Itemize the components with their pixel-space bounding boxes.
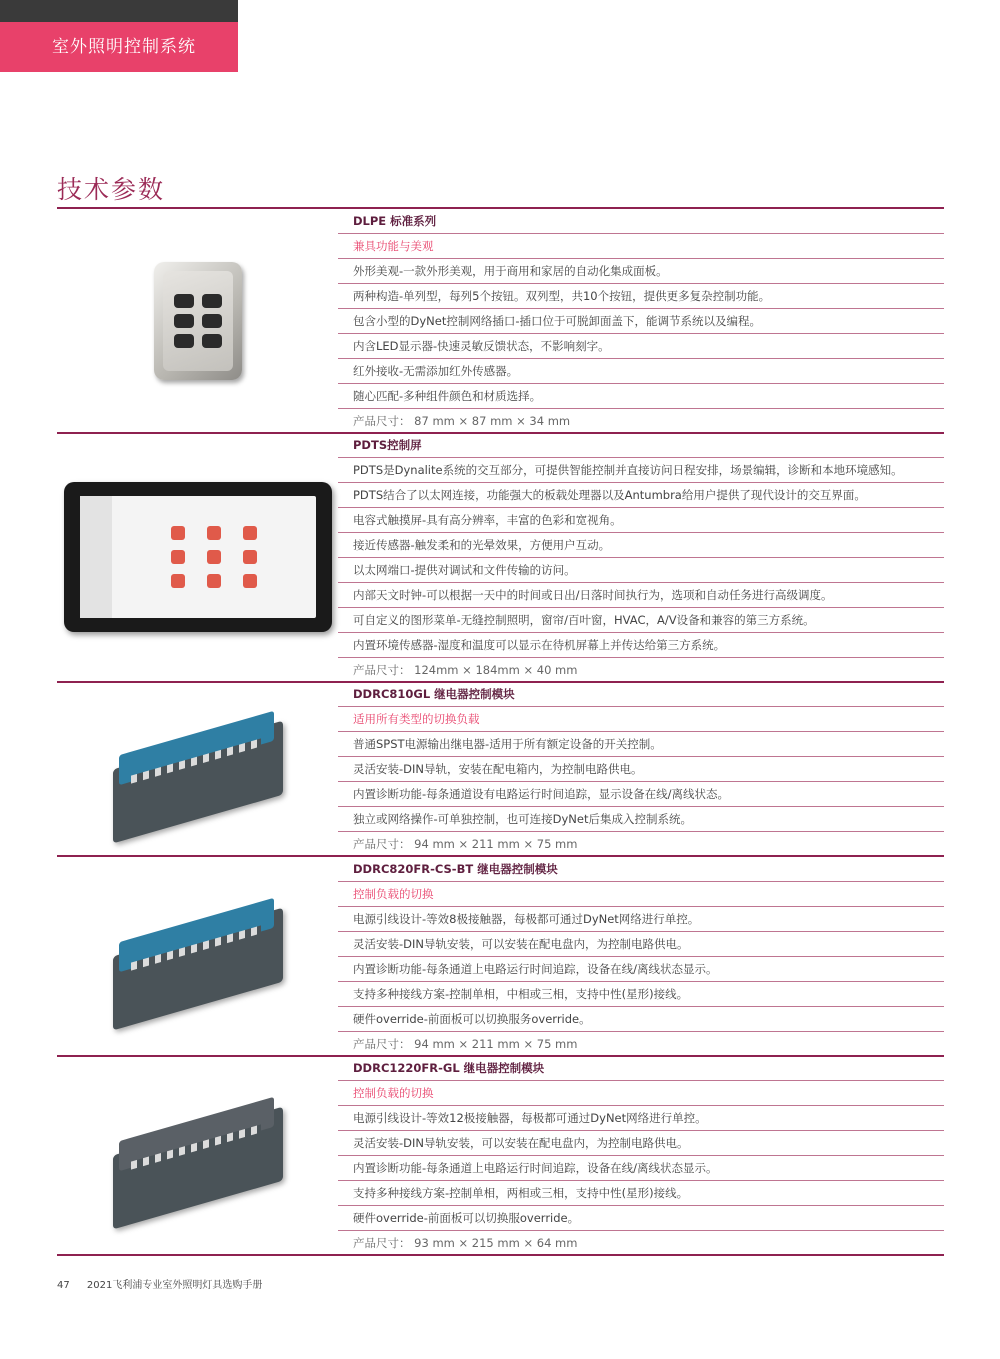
feature-row: 内含LED显示器-快速灵敏反馈状态，不影响刻字。: [338, 334, 944, 359]
page-title: 技术参数: [57, 175, 166, 204]
page-footer: [57, 1276, 262, 1291]
product-subtitle: 控制负载的切换: [338, 882, 944, 907]
wall-keypad-panel-icon: [154, 262, 242, 380]
product-subtitle: 控制负载的切换: [338, 1081, 944, 1106]
feature-row: 以太网端口-提供对调试和文件传输的访问。: [338, 558, 944, 583]
feature-row: 电源引线设计-等效12极接触器，每极都可通过DyNet网络进行单控。: [338, 1106, 944, 1131]
feature-row: 支持多种接线方案-控制单相，两相或三相，支持中性(星形)接线。: [338, 1181, 944, 1206]
feature-row: PDTS结合了以太网连接，功能强大的板载处理器以及Antumbra给用户提供了现代设计的交互界面。: [338, 483, 944, 508]
feature-row: 灵活安装-DIN导轨安装，可以安装在配电盘内，为控制电路供电。: [338, 932, 944, 957]
feature-row: 内置诊断功能-每条通道设有电路运行时间追踪，显示设备在线/离线状态。: [338, 782, 944, 807]
feature-row: 电容式触摸屏-具有高分辨率，丰富的色彩和宽视角。: [338, 508, 944, 533]
feature-row: 独立或网络操作-可单独控制，也可连接DyNet后集成入控制系统。: [338, 807, 944, 832]
product-name: DDRC1220FR-GL 继电器控制模块: [338, 1056, 944, 1081]
publication-title: 2021飞利浦专业室外照明灯具选购手册: [86, 1280, 263, 1291]
feature-row: 接近传感器-触发柔和的光晕效果，方便用户互动。: [338, 533, 944, 558]
product-name: DDRC810GL 继电器控制模块: [338, 682, 944, 707]
feature-row: 随心匹配-多种组件颜色和材质选择。: [338, 384, 944, 409]
feature-row: 灵活安装-DIN导轨安装，可以安装在配电盘内，为控制电路供电。: [338, 1131, 944, 1156]
feature-row: 灵活安装-DIN导轨，安装在配电箱内，为控制电路供电。: [338, 757, 944, 782]
feature-row: 电源引线设计-等效8极接触器，每极都可通过DyNet网络进行单控。: [338, 907, 944, 932]
feature-row: 内置环境传感器-湿度和温度可以显示在待机屏幕上并传达给第三方系统。: [338, 633, 944, 658]
product-size: 产品尺寸： 124mm × 184mm × 40 mm: [353, 663, 578, 677]
product-section-pdts: [57, 433, 944, 683]
touch-screen-tablet-icon: [64, 482, 332, 632]
din-relay-module-grey-icon: [113, 1105, 283, 1205]
feature-row: 红外接收-无需添加红外传感器。: [338, 359, 944, 384]
product-image: [57, 682, 338, 855]
top-dark-bar: [0, 0, 238, 22]
product-subtitle: 兼具功能与美观: [338, 234, 944, 259]
product-image: [57, 1056, 338, 1254]
product-subtitle: 适用所有类型的切换负载: [338, 707, 944, 732]
product-size: 产品尺寸： 87 mm × 87 mm × 34 mm: [353, 414, 571, 428]
product-section-ddrc1220fr: [57, 1056, 944, 1256]
product-section-ddrc820fr: [57, 857, 944, 1057]
feature-row: 内置诊断功能-每条通道上电路运行时间追踪，设备在线/离线状态显示。: [338, 1156, 944, 1181]
page-number: 47: [57, 1280, 70, 1291]
product-section-dlpe: [57, 209, 944, 434]
product-size: 产品尺寸： 94 mm × 211 mm × 75 mm: [353, 837, 578, 851]
feature-row: 内部天文时钟-可以根据一天中的时间或日出/日落时间执行为，选项和自动任务进行高级调度。: [338, 583, 944, 608]
product-name: DLPE 标准系列: [338, 209, 944, 234]
din-relay-module-icon: [113, 719, 283, 819]
product-size: 产品尺寸： 93 mm × 215 mm × 64 mm: [353, 1236, 578, 1250]
feature-row: 内置诊断功能-每条通道上电路运行时间追踪，设备在线/离线状态显示。: [338, 957, 944, 982]
product-name: DDRC820FR-CS-BT 继电器控制模块: [338, 857, 944, 882]
feature-row: 支持多种接线方案-控制单相，中相或三相，支持中性(星形)接线。: [338, 982, 944, 1007]
feature-row: 外形美观-一款外形美观，用于商用和家居的自动化集成面板。: [338, 259, 944, 284]
feature-row: 普通SPST电源输出继电器-适用于所有额定设备的开关控制。: [338, 732, 944, 757]
feature-row: 可自定义的图形菜单-无缝控制照明，窗帘/百叶窗，HVAC，A/V设备和兼容的第三方系统。: [338, 608, 944, 633]
feature-row: 包含小型的DyNet控制网络插口-插口位于可脱卸面盖下，能调节系统以及编程。: [338, 309, 944, 334]
product-image: [57, 209, 338, 432]
product-name: PDTS控制屏: [338, 433, 944, 458]
feature-row: PDTS是Dynalite系统的交互部分，可提供智能控制并直接访问日程安排，场景编辑，诊断和本地环境感知。: [338, 458, 944, 483]
product-size: 产品尺寸： 94 mm × 211 mm × 75 mm: [353, 1037, 578, 1051]
product-image: [57, 433, 338, 681]
feature-row: 硬件override-前面板可以切换服务override。: [338, 1007, 944, 1032]
section-header: 室外照明控制系统: [0, 22, 238, 72]
product-image: [57, 857, 338, 1055]
product-section-ddrc810gl: [57, 682, 944, 857]
din-relay-module-icon: [113, 906, 283, 1006]
feature-row: 两种构造-单列型，每列5个按钮。双列型，共10个按钮，提供更多复杂控制功能。: [338, 284, 944, 309]
feature-row: 硬件override-前面板可以切换服override。: [338, 1206, 944, 1231]
